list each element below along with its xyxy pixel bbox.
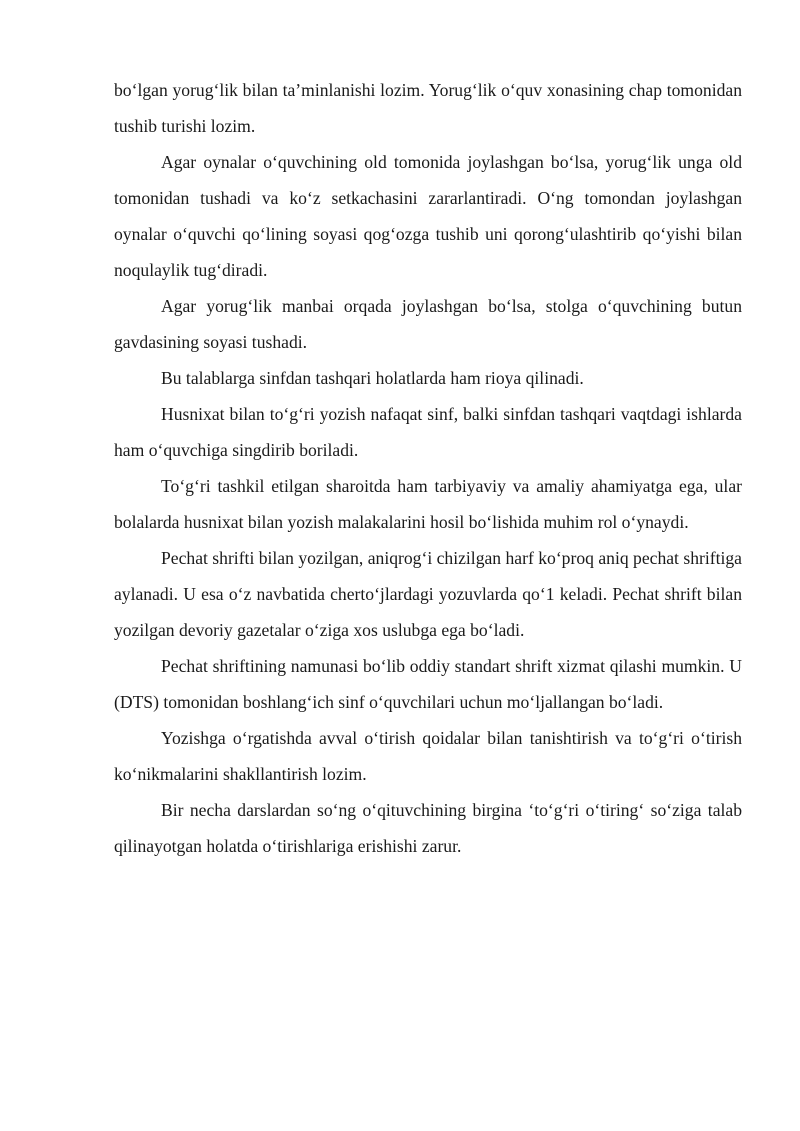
paragraph-6: To‘g‘ri tashkil etilgan sharoitda ham tarbiyaviy va amaliy ahamiyatga ega, ular bolalarda husnixat bilan yozish malakalarini hosil bo‘lishida muhim rol o‘ynaydi. xyxy=(114,476,742,532)
paragraph-10: Bir necha darslardan so‘ng o‘qituvchining birgina ‘to‘g‘ri o‘tiring‘ so‘ziga talab qilinayotgan holatda o‘tirishlariga erishishi zarur. xyxy=(114,800,742,856)
paragraph-2: Agar oynalar o‘quvchining old tomonida joylashgan bo‘lsa, yorug‘lik unga old tomonidan tushadi va ko‘z setkachasini zararlantiradi. O‘ng tomondan joylashgan oynalar o‘quvchi qo‘lining soyasi qog‘ozga tushib uni qorong‘ulashtirib qo‘yishi bilan noqulaylik tug‘diradi. xyxy=(114,152,742,280)
paragraph-8: Pechat shriftining namunasi bo‘lib oddiy standart shrift xizmat qilashi mumkin. U (DTS) tomonidan boshlang‘ich sinf o‘quvchilari uchun mo‘ljallangan bo‘ladi. xyxy=(114,656,742,712)
paragraph-3: Agar yorug‘lik manbai orqada joylashgan bo‘lsa, stolga o‘quvchining butun gavdasining soyasi tushadi. xyxy=(114,296,742,352)
paragraph-1: bo‘lgan yorug‘lik bilan ta’minlanishi lozim. Yorug‘lik o‘quv xonasining chap tomonidan tushib turishi lozim. xyxy=(114,80,742,136)
paragraph-4: Bu talablarga sinfdan tashqari holatlarda ham rioya qilinadi. xyxy=(161,368,584,388)
paragraph-9: Yozishga o‘rgatishda avval o‘tirish qoidalar bilan tanishtirish va to‘g‘ri o‘tirish ko‘nikmalarini shakllantirish lozim. xyxy=(114,728,742,784)
paragraph-7: Pechat shrifti bilan yozilgan, aniqrog‘i chizilgan harf ko‘proq aniq pechat shriftiga aylanadi. U esa o‘z navbatida cherto‘jlardagi yozuvlarda qo‘1 keladi. Pechat shrift bilan yozilgan devoriy gazetalar o‘ziga xos uslubga ega bo‘ladi. xyxy=(114,548,742,640)
document-page xyxy=(114,72,742,864)
paragraph-5: Husnixat bilan to‘g‘ri yozish nafaqat sinf, balki sinfdan tashqari vaqtdagi ishlarda ham o‘quvchiga singdirib boriladi. xyxy=(114,404,742,460)
